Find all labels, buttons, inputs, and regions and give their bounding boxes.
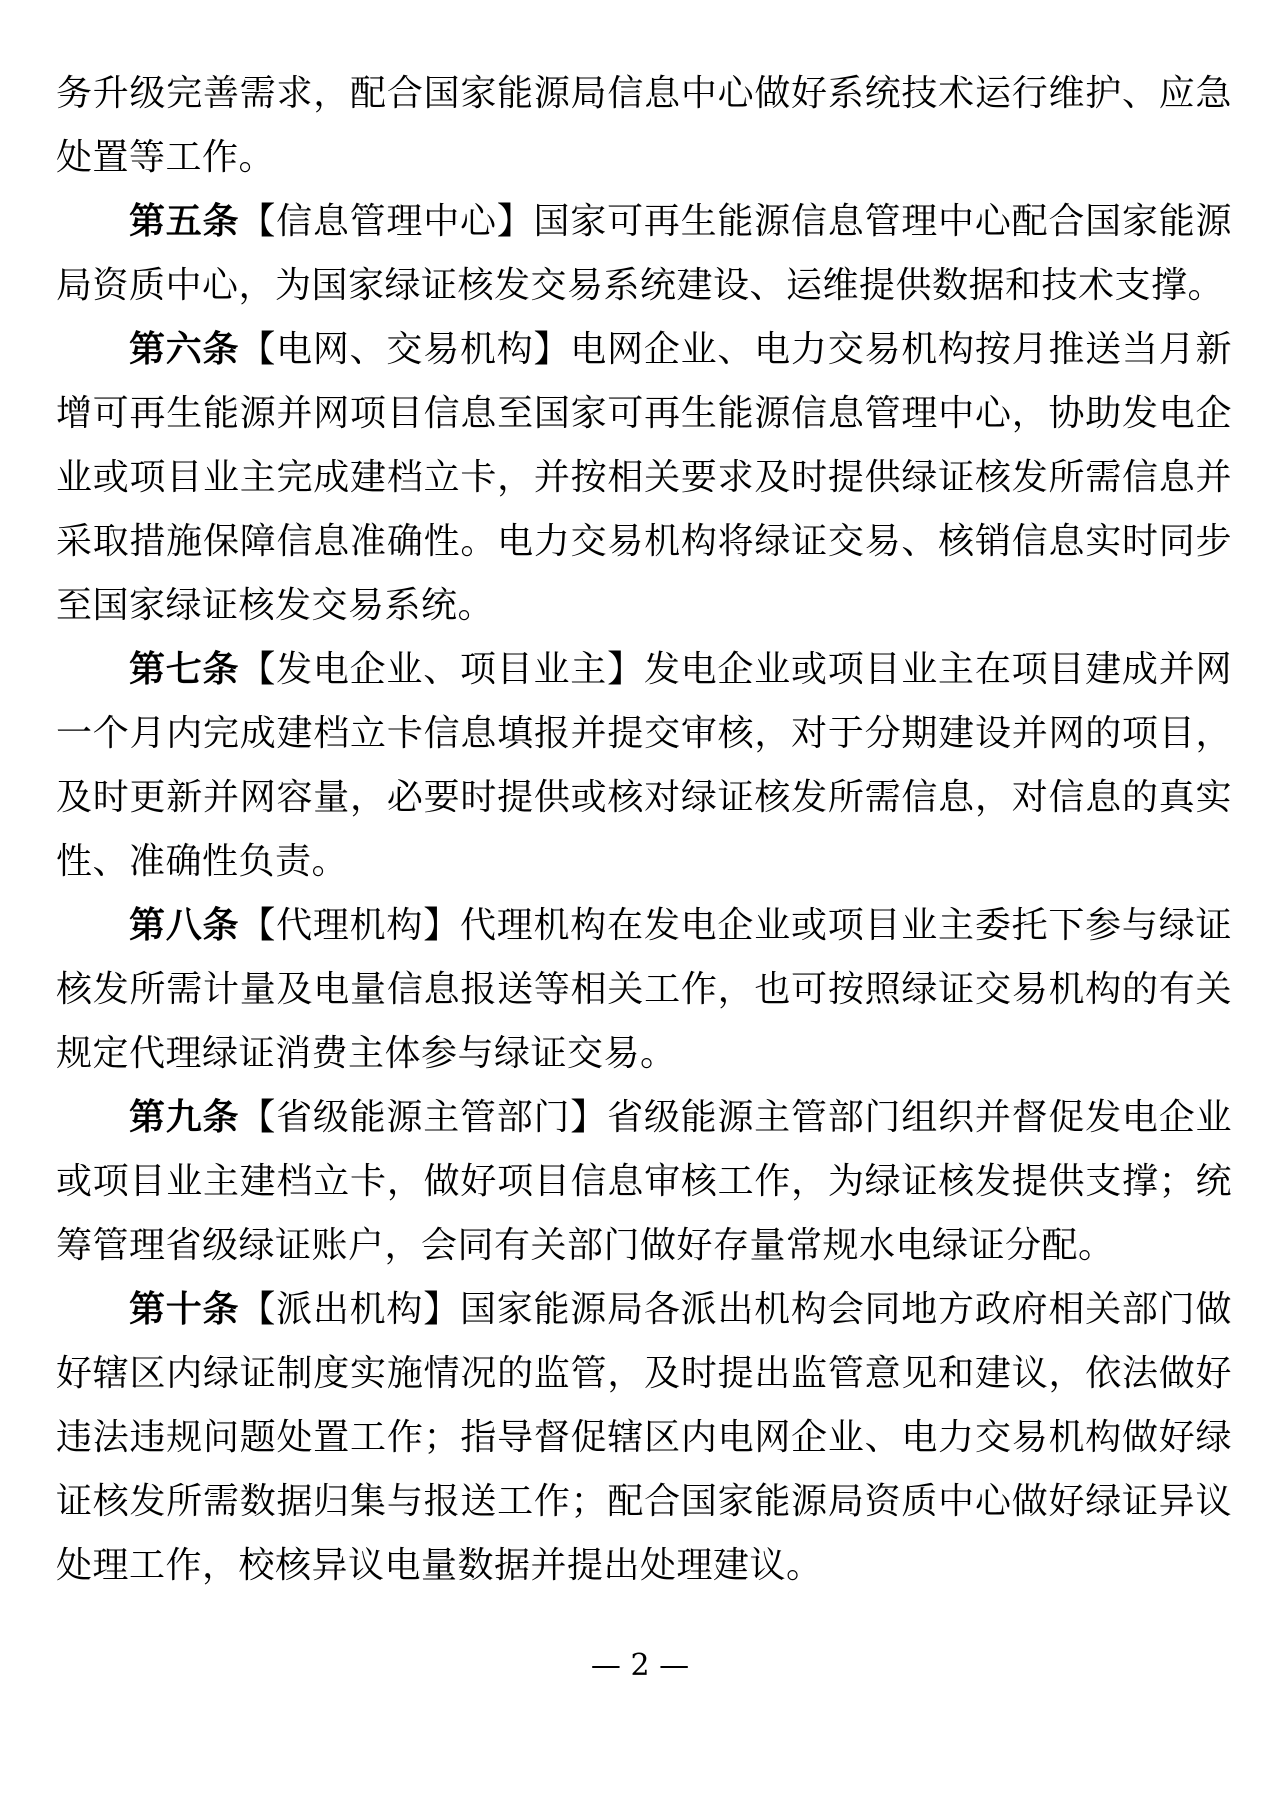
paragraph [56,318,1232,638]
article-body-text: 发电企业或项目业主在项目建成并网一个月内完成建档立卡信息填报并提交审核，对于分期建设并网的项目，及时更新并网容量，必要时提供或核对绿证核发所需信息，对信息的真实性、准确性负责。 [56,649,1232,882]
document-body [56,62,1232,1598]
article-body-text: 国家能源局各派出机构会同地方政府相关部门做好辖区内绿证制度实施情况的监管，及时提出监管意见和建议，依法做好违法违规问题处置工作；指导督促辖区内电网企业、电力交易机构做好绿证核发所需数据归集与报送工作；配合国家能源局资质中心做好绿证异议处理工作，校核异议电量数据并提出处理建议。 [56,1289,1232,1586]
article-number: 第五条 [129,201,240,242]
article-title: 【发电企业、项目业主】 [239,649,644,690]
article-number: 第八条 [129,905,240,946]
article-title: 【电网、交易机构】 [239,329,571,370]
article-title: 【派出机构】 [239,1289,460,1330]
article-body-text: 代理机构在发电企业或项目业主委托下参与绿证核发所需计量及电量信息报送等相关工作，也可按照绿证交易机构的有关规定代理绿证消费主体参与绿证交易。 [56,905,1232,1074]
article-title: 【代理机构】 [239,905,460,946]
paragraph [56,190,1232,318]
article-number: 第十条 [129,1289,240,1330]
paragraph [56,62,1232,190]
article-number: 第九条 [129,1097,240,1138]
paragraph [56,638,1232,894]
article-title: 【省级能源主管部门】 [239,1097,608,1138]
article-number: 第六条 [129,329,240,370]
page-number: — 2 — [590,1648,690,1683]
article-number: 第七条 [129,649,240,690]
article-body-text: 务升级完善需求，配合国家能源局信息中心做好系统技术运行维护、应急处置等工作。 [56,73,1232,178]
article-body-text: 国家可再生能源信息管理中心配合国家能源局资质中心，为国家绿证核发交易系统建设、运维提供数据和技术支撑。 [56,201,1232,306]
paragraph [56,1086,1232,1278]
paragraph [56,894,1232,1086]
article-title: 【信息管理中心】 [239,201,534,242]
article-body-text: 电网企业、电力交易机构按月推送当月新增可再生能源并网项目信息至国家可再生能源信息管理中心，协助发电企业或项目业主完成建档立卡，并按相关要求及时提供绿证核发所需信息并采取措施保障信息准确性。电力交易机构将绿证交易、核销信息实时同步至国家绿证核发交易系统。 [56,329,1232,626]
paragraph [56,1278,1232,1598]
article-body-text: 省级能源主管部门组织并督促发电企业或项目业主建档立卡，做好项目信息审核工作，为绿证核发提供支撑；统筹管理省级绿证账户，会同有关部门做好存量常规水电绿证分配。 [56,1097,1232,1266]
